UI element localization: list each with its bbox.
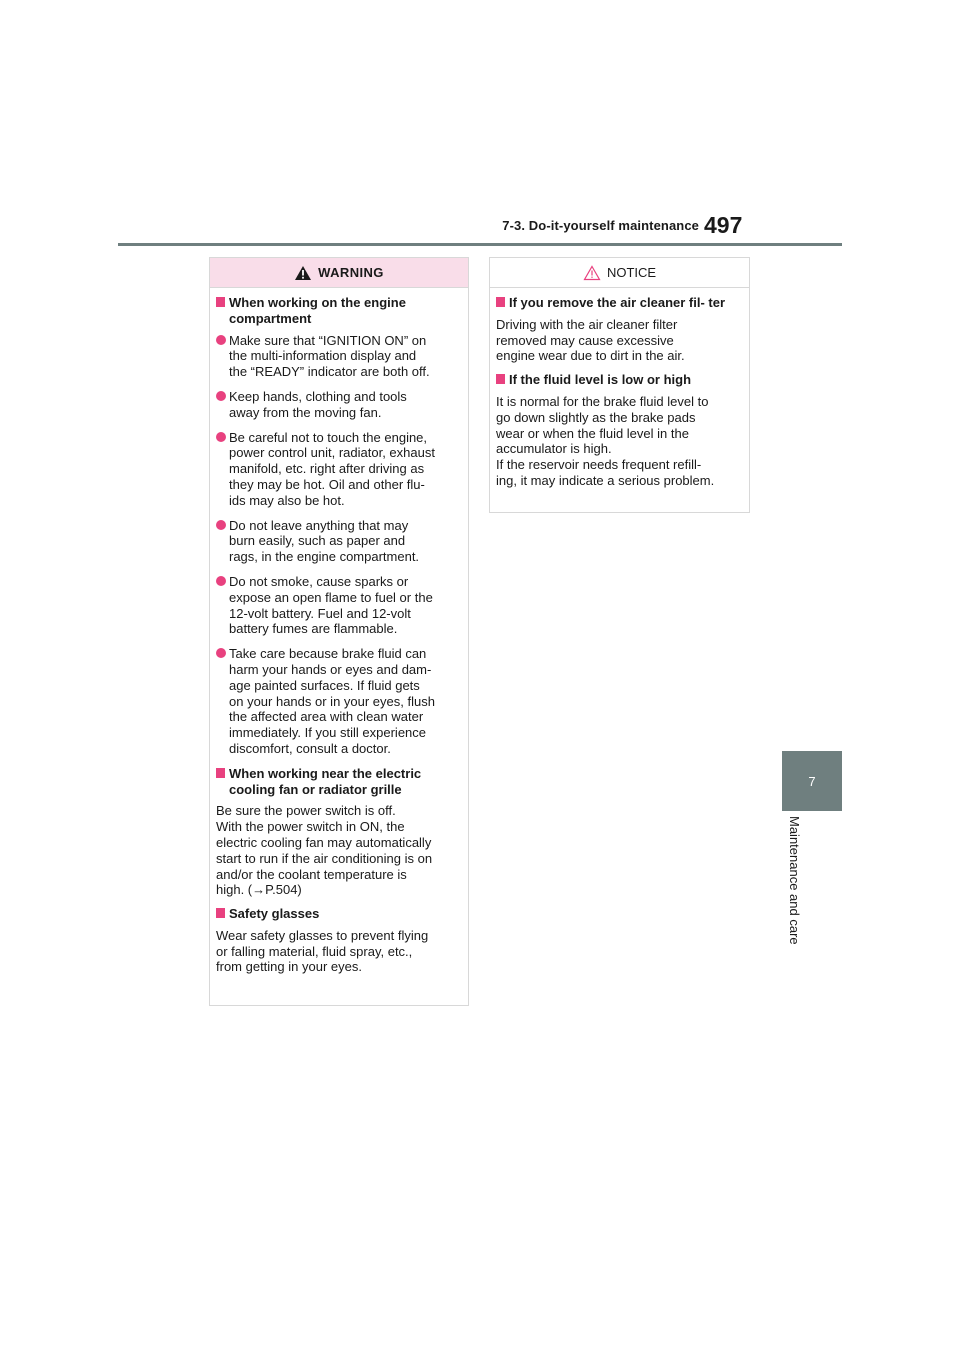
paragraph [496, 317, 744, 364]
bullet-item [216, 389, 463, 421]
bullet-line: battery fumes are flammable. [229, 621, 398, 637]
bullet-line: manifold, etc. right after driving as [229, 461, 425, 477]
warning-title: WARNING [318, 265, 384, 280]
bullet-line: Make sure that “IGNITION ON” on [229, 332, 427, 348]
bullet-line: burn easily, such as paper and [229, 533, 406, 549]
section-heading [216, 906, 463, 922]
bullet-item [216, 518, 463, 565]
section-heading [216, 766, 463, 798]
section-heading [496, 372, 744, 388]
square-bullet-icon [496, 297, 505, 307]
warning-header [210, 258, 468, 288]
paragraph-line: removed may cause excessive [496, 332, 674, 348]
bullet-line: Keep hands, clothing and tools [229, 388, 407, 404]
section-heading-text: If you remove the air cleaner fil- ter [509, 295, 726, 310]
warning-body [210, 288, 468, 975]
warning-box [209, 257, 469, 1006]
bullet-item [216, 646, 463, 757]
section-heading-text: Safety glasses [229, 906, 320, 922]
chapter-tab [782, 751, 842, 811]
bullet-line: 12-volt battery. Fuel and 12-volt [229, 605, 411, 621]
paragraph [216, 803, 463, 898]
bullet-line: immediately. If you still experience [229, 725, 427, 741]
bullet-item [216, 430, 463, 509]
section-heading [496, 295, 744, 311]
section-heading-text: If the fluid level is low or high [509, 372, 692, 388]
section-heading [216, 295, 463, 327]
paragraph-line: high. (→P.504) [216, 882, 302, 898]
paragraph [216, 928, 463, 975]
paragraph-line: Wear safety glasses to prevent flying [216, 927, 429, 943]
bullet-line: Take care because brake fluid can [229, 646, 427, 662]
paragraph-line: start to run if the air conditioning is on [216, 850, 433, 866]
paragraph-line: Be sure the power switch is off. [216, 803, 396, 819]
chapter-name: Maintenance and care [787, 816, 802, 945]
bullet-line: the affected area with clean water [229, 709, 424, 725]
round-bullet-icon [216, 576, 226, 586]
bullet-line: the “READY” indicator are both off. [229, 364, 430, 380]
notice-box [489, 257, 750, 513]
round-bullet-icon [216, 432, 226, 442]
bullet-line: age painted surfaces. If fluid gets [229, 677, 420, 693]
paragraph-line: and/or the coolant temperature is [216, 866, 407, 882]
page-number: 497 [704, 212, 743, 238]
paragraph-line: accumulator is high. [496, 441, 612, 457]
section-heading-text: When working near the electric cooling fan or radiator grille [229, 765, 422, 797]
section-title: 7-3. Do-it-yourself maintenance [502, 218, 699, 233]
section-heading-text: When working on the engine compartment [229, 295, 406, 326]
round-bullet-icon [216, 335, 226, 345]
paragraph-line: engine wear due to dirt in the air. [496, 348, 685, 364]
paragraph-line: It is normal for the brake fluid level to [496, 393, 709, 409]
paragraph-line: electric cooling fan may automatically [216, 834, 432, 850]
chapter-number: 7 [808, 773, 816, 789]
caution-triangle-icon [583, 265, 601, 281]
bullet-line: ids may also be hot. [229, 492, 345, 508]
bullet-line: away from the moving fan. [229, 404, 382, 420]
bullet-line: Do not leave anything that may [229, 517, 409, 533]
bullet-line: they may be hot. Oil and other flu- [229, 476, 425, 492]
notice-title: NOTICE [606, 265, 657, 280]
paragraph-line: from getting in your eyes. [216, 959, 362, 975]
bullet-line: expose an open flame to fuel or the [229, 589, 433, 605]
square-bullet-icon [216, 908, 225, 918]
paragraph-line: ing, it may indicate a serious problem. [496, 472, 715, 488]
header-rule [118, 243, 842, 246]
paragraph-line: With the power switch in ON, the [216, 819, 405, 835]
round-bullet-icon [216, 520, 226, 530]
paragraph-line: go down slightly as the brake pads [496, 409, 696, 425]
bullet-line: on your hands or in your eyes, flush [229, 693, 435, 709]
warning-triangle-icon [294, 265, 312, 281]
bullet-line: harm your hands or eyes and dam- [229, 661, 432, 677]
bullet-item [216, 333, 463, 380]
paragraph-line: wear or when the fluid level in the [496, 425, 689, 441]
paragraph-line: Driving with the air cleaner filter [496, 316, 678, 332]
square-bullet-icon [216, 768, 225, 778]
paragraph [496, 394, 744, 489]
notice-body [490, 288, 749, 489]
bullet-item [216, 574, 463, 637]
round-bullet-icon [216, 391, 226, 401]
square-bullet-icon [216, 297, 225, 307]
bullet-line: power control unit, radiator, exhaust [229, 445, 435, 461]
square-bullet-icon [496, 374, 505, 384]
bullet-line: rags, in the engine compartment. [229, 549, 420, 565]
bullet-line: the multi-information display and [229, 348, 417, 364]
bullet-line: Be careful not to touch the engine, [229, 429, 428, 445]
round-bullet-icon [216, 648, 226, 658]
paragraph-line: If the reservoir needs frequent refill- [496, 457, 702, 473]
paragraph-line: or falling material, fluid spray, etc., [216, 943, 413, 959]
bullet-line: discomfort, consult a doctor. [229, 740, 391, 756]
bullet-line: Do not smoke, cause sparks or [229, 573, 409, 589]
notice-header [490, 258, 749, 288]
